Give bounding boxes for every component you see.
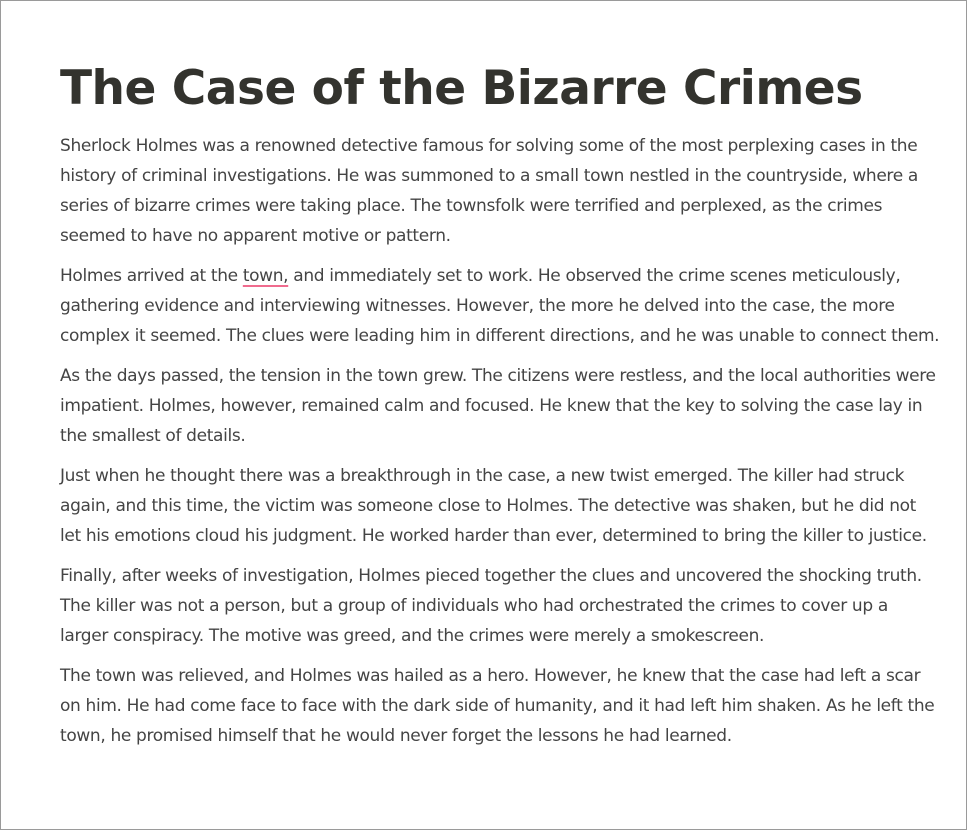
document-title: The Case of the Bizarre Crimes xyxy=(60,61,863,116)
paragraph-6: The town was relieved, and Holmes was hailed as a hero. However, he knew that the case had left a scar on him. He had come face to face with the dark side of humanity, and it had left him shaken. As he left the town, he promised himself that he would never forget the lessons he had learned. xyxy=(60,666,935,746)
paragraph-3: As the days passed, the tension in the town grew. The citizens were restless, and the local authorities were impatient. Holmes, however, remained calm and focused. He knew that the key to solving the case lay in the smallest of details. xyxy=(60,366,936,446)
paragraph-2-text-after: and immediately set to work. He observed the crime scenes meticulously, gathering evidence and interviewing witnesses. However, the more he delved into the case, the more complex it seemed. The clues were leading him in different directions, and he was unable to connect them. xyxy=(60,266,940,346)
paragraph-1: Sherlock Holmes was a renowned detective famous for solving some of the most perplexing cases in the history of criminal investigations. He was summoned to a small town nestled in the countryside, where a series of bizarre crimes were taking place. The townsfolk were terrified and perplexed, as the crimes seemed to have no apparent motive or pattern. xyxy=(60,136,918,246)
paragraph-2-text-before: Holmes arrived at the xyxy=(60,266,243,286)
spellcheck-flagged-word[interactable]: town, xyxy=(242,266,289,286)
document-body[interactable] xyxy=(60,59,940,761)
paragraph-2 xyxy=(60,261,940,351)
paragraph-5: Finally, after weeks of investigation, Holmes pieced together the clues and uncovered the shocking truth. The killer was not a person, but a group of individuals who had orchestrated the crimes to cover up a larger conspiracy. The motive was greed, and the crimes were merely a smokescreen. xyxy=(60,566,922,646)
paragraph-4: Just when he thought there was a breakthrough in the case, a new twist emerged. The killer had struck again, and this time, the victim was someone close to Holmes. The detective was shaken, but he did not let his emotions cloud his judgment. He worked harder than ever, determined to bring the killer to justice. xyxy=(60,466,927,546)
